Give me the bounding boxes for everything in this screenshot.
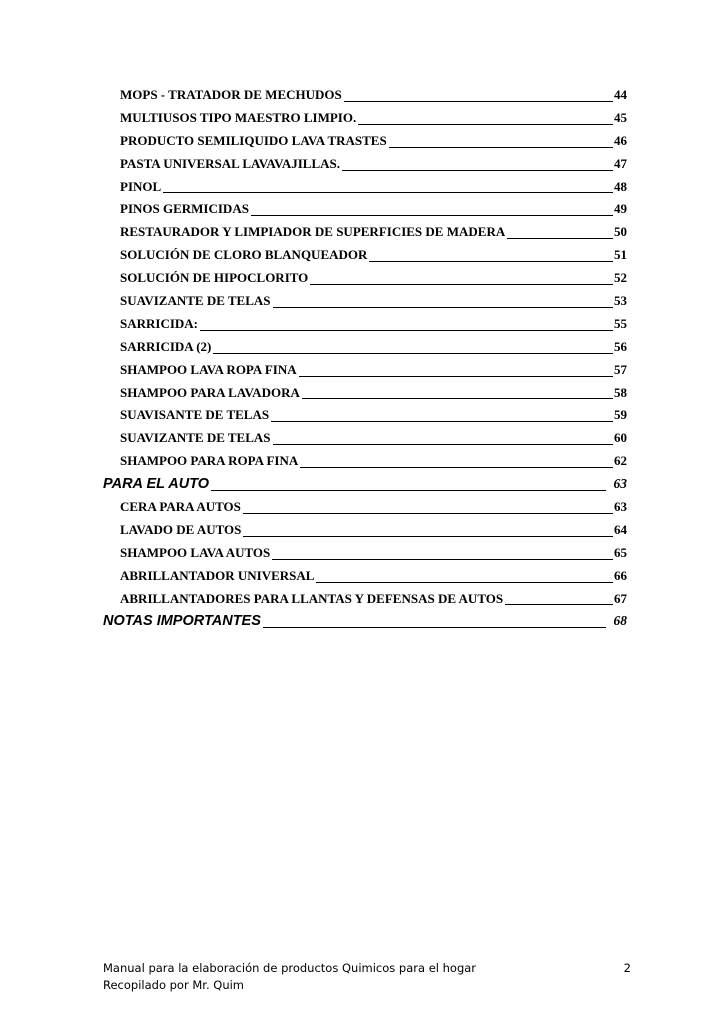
toc-leader-line xyxy=(251,215,613,216)
toc-entry-label: SARRICIDA: xyxy=(120,315,199,331)
toc-leader-line xyxy=(272,559,613,560)
toc-entry[interactable] xyxy=(103,404,627,427)
toc-page-number: 60 xyxy=(614,430,627,446)
footer-title: Manual para la elaboración de productos Quimicos para el hogar xyxy=(103,961,477,975)
toc-entry-label: PRODUCTO SEMILIQUIDO LAVA TRASTES xyxy=(120,132,387,148)
toc-page-number: 55 xyxy=(614,315,627,331)
toc-leader-line xyxy=(263,627,606,628)
toc-page-number: 57 xyxy=(614,361,627,377)
toc-leader-line xyxy=(163,192,613,193)
toc-entry[interactable] xyxy=(103,542,627,565)
toc-page-number: 44 xyxy=(614,87,627,102)
toc-leader-line xyxy=(299,376,613,377)
toc-page-number: 64 xyxy=(614,521,627,537)
toc-entry[interactable] xyxy=(103,588,627,611)
toc-page-number: 49 xyxy=(614,201,627,217)
toc-leader-line xyxy=(243,536,613,537)
toc-entry[interactable] xyxy=(103,153,627,176)
toc-entry-label: MOPS - TRATADOR DE MECHUDOS xyxy=(120,87,342,102)
toc-entry[interactable] xyxy=(103,519,627,542)
toc-page-number: 63 xyxy=(614,499,627,515)
toc-entry[interactable] xyxy=(103,427,627,450)
toc-entry-label: PASTA UNIVERSAL LAVAVAJILLAS. xyxy=(120,155,341,171)
toc-entry-label: ABRILLANTADORES PARA LLANTAS Y DEFENSAS DE AUTOS xyxy=(120,590,504,606)
toc-entry-label: SHAMPOO LAVA AUTOS xyxy=(120,544,271,560)
toc-page-number: 66 xyxy=(614,567,627,583)
toc-entry-label: SHAMPOO LAVA ROPA FINA xyxy=(120,361,297,377)
toc-entry-label: SUAVISANTE DE TELAS xyxy=(120,407,270,423)
toc-page-number: 48 xyxy=(614,178,627,194)
toc-section-heading[interactable] xyxy=(103,473,627,496)
toc-page-number: 46 xyxy=(614,132,627,148)
toc-entry-label: LAVADO DE AUTOS xyxy=(120,521,242,537)
toc-entry[interactable] xyxy=(103,313,627,336)
toc-entry-label: MULTIUSOS TIPO MAESTRO LIMPIO. xyxy=(120,109,357,125)
toc-entry-label: SHAMPOO PARA LAVADORA xyxy=(120,384,300,400)
page-footer xyxy=(103,960,631,994)
toc-page-number: 56 xyxy=(614,338,627,354)
toc-leader-line xyxy=(213,353,613,354)
toc-leader-line xyxy=(505,604,613,605)
toc-leader-line xyxy=(243,513,613,514)
toc-entry[interactable] xyxy=(103,130,627,153)
toc-entry[interactable] xyxy=(103,359,627,382)
toc-leader-line xyxy=(389,147,613,148)
toc-page-number: 53 xyxy=(614,293,627,309)
toc-leader-line xyxy=(344,101,613,102)
toc-section-heading[interactable] xyxy=(103,610,627,633)
toc-entry[interactable] xyxy=(103,382,627,405)
toc-page-number: 62 xyxy=(614,453,627,469)
toc-page-number: 68 xyxy=(613,613,627,629)
footer-page-number: 2 xyxy=(623,961,631,975)
toc-page-number: 59 xyxy=(614,407,627,423)
toc-entry-label: ABRILLANTADOR UNIVERSAL xyxy=(120,567,315,583)
toc-entry-label: RESTAURADOR Y LIMPIADOR DE SUPERFICIES DE MADERA xyxy=(120,224,506,240)
toc-page-number: 58 xyxy=(614,384,627,400)
toc-leader-line xyxy=(273,444,613,445)
toc-entry-label: SHAMPOO PARA ROPA FINA xyxy=(120,453,299,469)
toc-leader-line xyxy=(200,330,613,331)
toc-entry-label: PINOL xyxy=(120,178,162,194)
toc-entry-label: CERA PARA AUTOS xyxy=(120,499,241,515)
table-of-contents xyxy=(103,84,627,633)
toc-entry-label: SOLUCIÓN DE HIPOCLORITO xyxy=(120,270,309,286)
toc-leader-line xyxy=(211,490,605,491)
toc-leader-line xyxy=(302,398,613,399)
toc-page-number: 63 xyxy=(613,476,627,492)
toc-leader-line xyxy=(310,284,613,285)
toc-page-number: 65 xyxy=(614,544,627,560)
toc-entry-label: NOTAS IMPORTANTES xyxy=(103,613,261,630)
toc-page-number: 50 xyxy=(614,224,627,240)
toc-page-number: 47 xyxy=(614,155,627,171)
toc-entry[interactable] xyxy=(103,84,627,107)
toc-leader-line xyxy=(342,170,613,171)
toc-entry-label: SUAVIZANTE DE TELAS xyxy=(120,430,271,446)
footer-credit: Recopilado por Mr. Quim xyxy=(103,978,244,992)
toc-entry-label: SOLUCIÓN DE CLORO BLANQUEADOR xyxy=(120,247,368,263)
toc-entry[interactable] xyxy=(103,267,627,290)
toc-entry[interactable] xyxy=(103,244,627,267)
toc-leader-line xyxy=(358,124,613,125)
toc-page-number: 51 xyxy=(614,247,627,263)
toc-entry[interactable] xyxy=(103,198,627,221)
toc-page-number: 52 xyxy=(614,270,627,286)
toc-entry-label: SARRICIDA (2) xyxy=(120,338,212,354)
toc-entry[interactable] xyxy=(103,176,627,199)
toc-leader-line xyxy=(300,467,613,468)
toc-entry[interactable] xyxy=(103,450,627,473)
toc-entry[interactable] xyxy=(103,565,627,588)
toc-leader-line xyxy=(316,582,613,583)
toc-leader-line xyxy=(271,421,613,422)
toc-entry-label: PINOS GERMICIDAS xyxy=(120,201,249,217)
toc-entry[interactable] xyxy=(103,221,627,244)
toc-leader-line xyxy=(273,307,613,308)
toc-entry[interactable] xyxy=(103,336,627,359)
toc-leader-line xyxy=(507,238,613,239)
toc-entry-label: SUAVIZANTE DE TELAS xyxy=(120,293,271,309)
toc-entry[interactable] xyxy=(103,107,627,130)
toc-leader-line xyxy=(369,261,613,262)
toc-page-number: 67 xyxy=(614,590,627,606)
toc-entry[interactable] xyxy=(103,290,627,313)
toc-entry-label: PARA EL AUTO xyxy=(103,476,210,493)
toc-entry[interactable] xyxy=(103,496,627,519)
toc-page-number: 45 xyxy=(614,109,627,125)
